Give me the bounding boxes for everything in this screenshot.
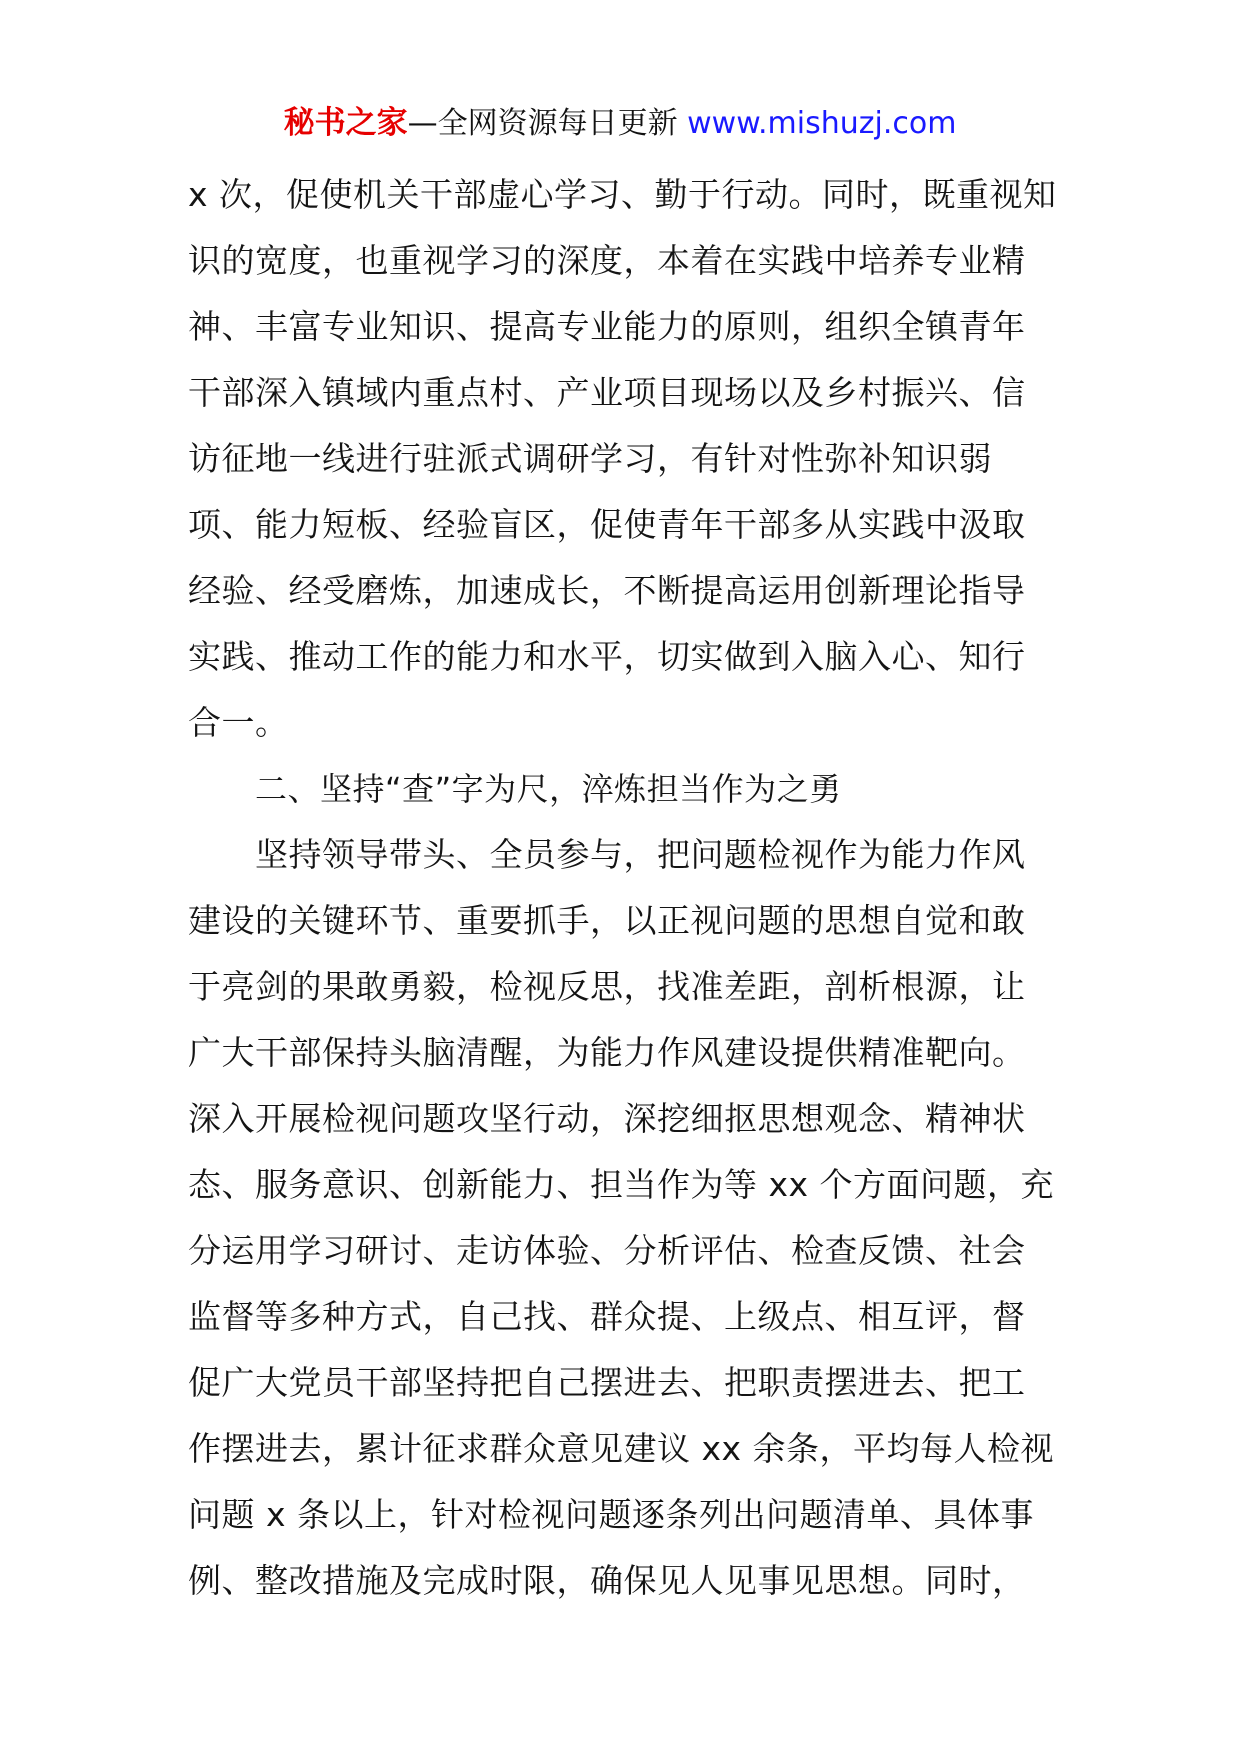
- body-line: 监督等多种方式，自己找、群众提、上级点、相互评，督: [188, 1297, 1026, 1336]
- page-header: [0, 100, 1240, 147]
- body-line: 促广大党员干部坚持把自己摆进去、把职责摆进去、把工: [188, 1363, 1026, 1402]
- header-brand: 秘书之家: [283, 105, 408, 141]
- section-heading: 二、坚持“查”字为尺，淬炼担当作为之勇: [255, 770, 842, 808]
- body-line: 干部深入镇域内重点村、产业项目现场以及乡村振兴、信: [188, 373, 1026, 412]
- body-line: x 次，促使机关干部虚心学习、勤于行动。同时，既重视知: [188, 175, 1057, 214]
- body-line: 作摆进去，累计征求群众意见建议 xx 余条，平均每人检视: [188, 1429, 1055, 1468]
- body-line: 识的宽度，也重视学习的深度，本着在实践中培养专业精: [188, 241, 1026, 280]
- body-line: 访征地一线进行驻派式调研学习，有针对性弥补知识弱: [188, 439, 992, 478]
- body-line: 例、整改措施及完成时限，确保见人见事见思想。同时，: [188, 1561, 1026, 1600]
- header-tagline: —全网资源每日更新: [407, 106, 678, 141]
- body-line: 合一。: [188, 703, 289, 742]
- body-line: 于亮剑的果敢勇毅，检视反思，找准差距，剖析根源，让: [188, 967, 1026, 1006]
- body-line: 项、能力短板、经验盲区，促使青年干部多从实践中汲取: [188, 505, 1026, 544]
- body-line: 实践、推动工作的能力和水平，切实做到入脑入心、知行: [188, 637, 1026, 676]
- body-line: 经验、经受磨炼，加速成长，不断提高运用创新理论指导: [188, 571, 1026, 610]
- body-line: 问题 x 条以上，针对检视问题逐条列出问题清单、具体事: [188, 1495, 1035, 1534]
- body-line: 神、丰富专业知识、提高专业能力的原则，组织全镇青年: [188, 307, 1026, 346]
- header-url-link[interactable]: www.mishuzj.com: [687, 106, 957, 141]
- body-line: 分运用学习研讨、走访体验、分析评估、检查反馈、社会: [188, 1231, 1026, 1270]
- paragraph-first-line: 坚持领导带头、全员参与，把问题检视作为能力作风: [255, 835, 1026, 874]
- body-line: 态、服务意识、创新能力、担当作为等 xx 个方面问题，充: [188, 1165, 1055, 1204]
- document-body: [188, 162, 1057, 1614]
- body-line: 建设的关键环节、重要抓手，以正视问题的思想自觉和敢: [188, 901, 1026, 940]
- body-line: 广大干部保持头脑清醒，为能力作风建设提供精准靶向。: [188, 1033, 1026, 1072]
- body-line: 深入开展检视问题攻坚行动，深挖细抠思想观念、精神状: [188, 1099, 1026, 1138]
